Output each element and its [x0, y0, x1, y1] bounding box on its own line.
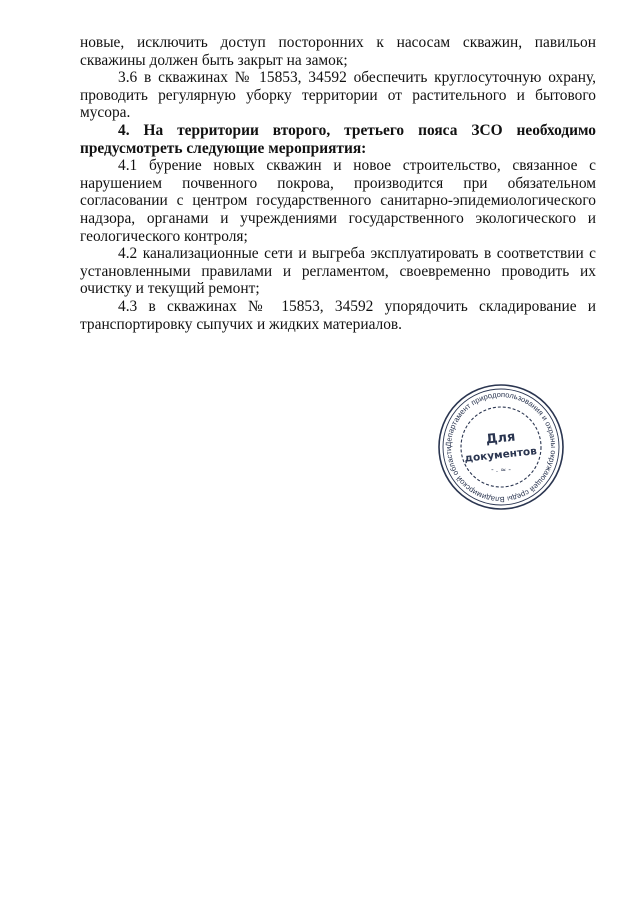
document-body	[80, 34, 596, 333]
paragraph-4-2: 4.2 канализационные сети и выгреба эксплуатировать в соответствии с установленными правилами и регламентом, своевременно проводить их очистку и текущий ремонт;	[80, 245, 596, 298]
stamp-center-line2: документов	[463, 445, 538, 465]
stamp-outer-ring	[439, 385, 563, 509]
stamp-ring-textpath: Департамент природопользования и охраны окружающей среды Владимирской области	[443, 389, 559, 505]
stamp-outer-ring-inner	[443, 389, 559, 505]
stamp-center-line1: Для	[485, 429, 517, 448]
stamp-seal-icon	[436, 382, 566, 512]
paragraph-continuation: новые, исключить доступ посторонних к насосам скважин, павильон скважины должен быть закрыт на замок;	[80, 34, 596, 69]
section-4-heading: 4. На территории второго, третьего пояса ЗСО необходимо предусмотреть следующие мероприятия:	[80, 121, 596, 157]
official-stamp	[436, 382, 566, 512]
paragraph-4-1: 4.1 бурение новых скважин и новое строительство, связанное с нарушением почвенного покрова, производится при обязательном согласовании с центром государственного санитарно-эпидемиологического надзора, органами и учреждениями государственного экологического и геологического контроля;	[80, 157, 596, 245]
stamp-center-marks: - . ≈ -	[491, 466, 511, 474]
paragraph-3-6: 3.6 в скважинах № 15853, 34592 обеспечить круглосуточную охрану, проводить регулярную уборку территории от растительного и бытового мусора.	[80, 69, 596, 122]
paragraph-4-3: 4.3 в скважинах № 15853, 34592 упорядочить складирование и транспортировку сыпучих и жидких материалов.	[80, 297, 596, 333]
